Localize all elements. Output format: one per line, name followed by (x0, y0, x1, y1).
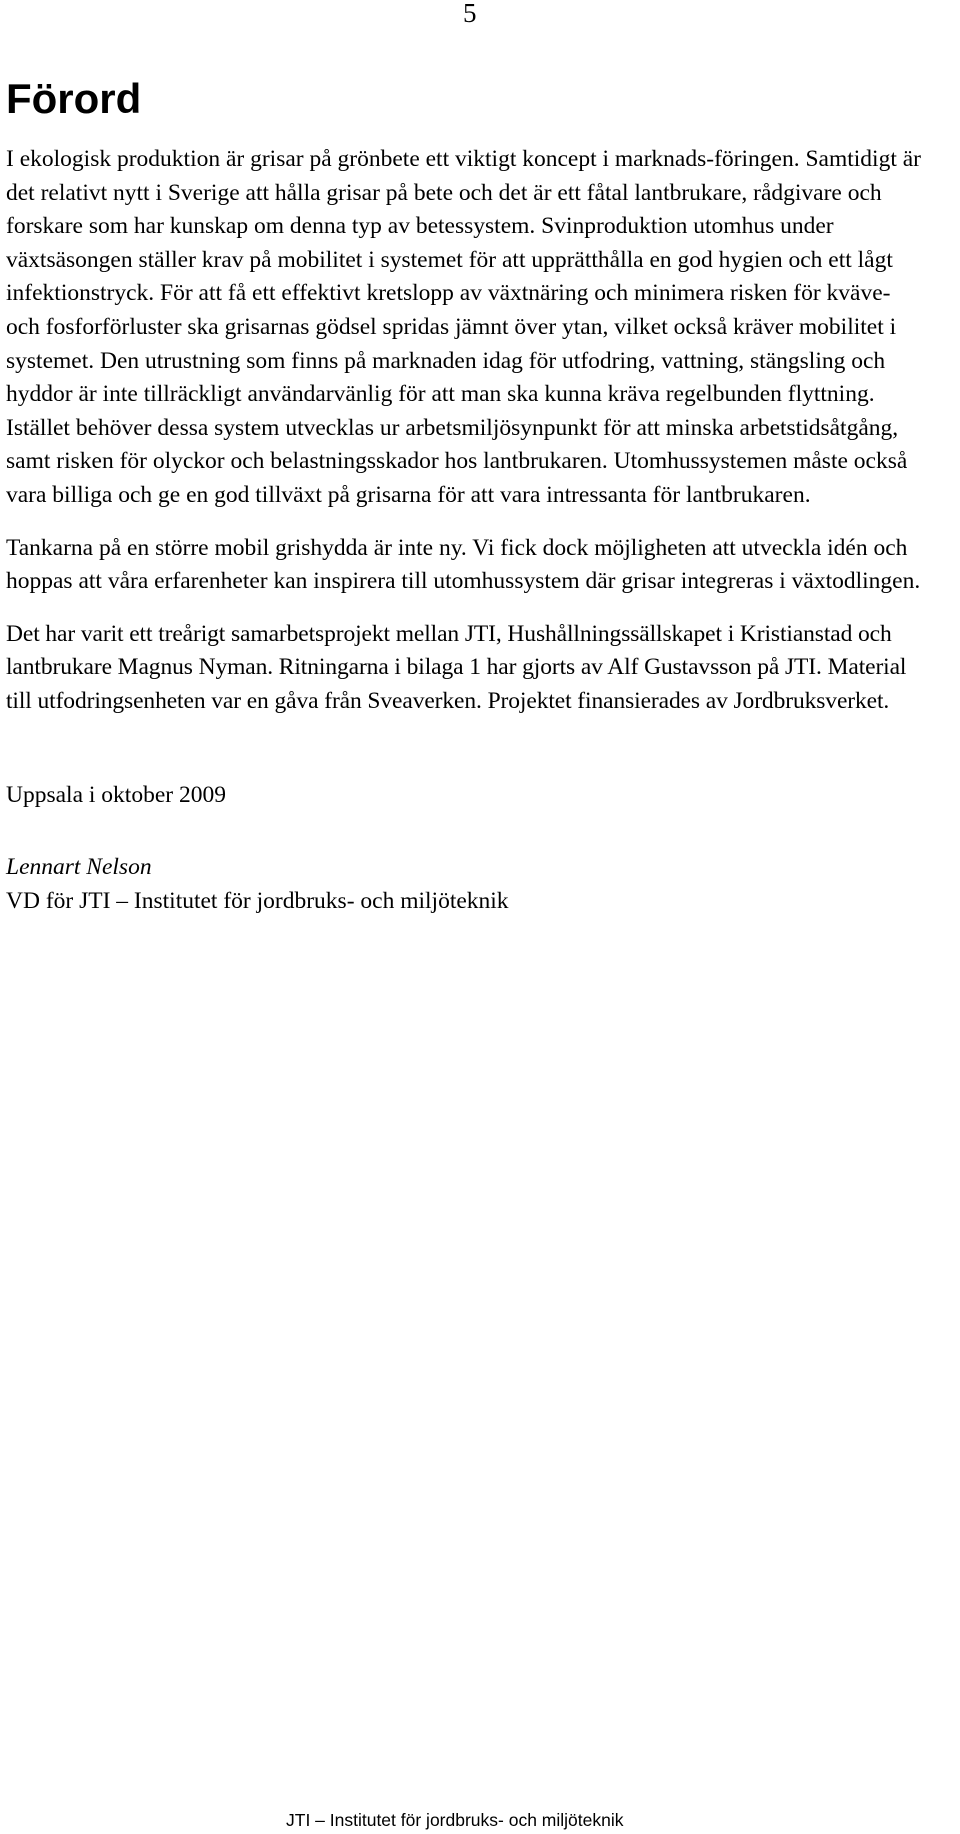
page-number: 5 (463, 0, 477, 28)
signature-name: Lennart Nelson (6, 854, 152, 881)
document-body (6, 143, 926, 918)
place-date: Uppsala i oktober 2009 (6, 781, 226, 808)
spacer (6, 812, 926, 851)
paragraph: Det har varit ett treårigt samarbetsprojekt mellan JTI, Hushållningssällskapet i Kristianstad och lantbrukare Magnus Nyman. Ritningarna i bilaga 1 har gjorts av Alf Gustavsson på JTI. Material till utfodringsenheten var en gåva från Sveaverken. Projektet finansierades av Jordbruksverket. (6, 620, 907, 714)
page-footer: JTI – Institutet för jordbruks- och miljöteknik (286, 1810, 624, 1830)
signature-title: VD för JTI – Institutet för jordbruks- och miljöteknik (6, 887, 509, 914)
paragraph: Tankarna på en större mobil grishydda är inte ny. Vi fick dock möjligheten att utveckla idén och hoppas att våra erfarenheter kan inspirera till utomhussystem där grisar integreras i växtodlingen. (6, 534, 921, 595)
spacer (6, 738, 926, 779)
paragraph: I ekologisk produktion är grisar på grönbete ett viktigt koncept i marknads-föringen. Samtidigt är det relativt nytt i Sverige att hålla grisar på bete och det är ett fåtal lantbrukare, rådgivare och forskare som har kunskap om denna typ av betessystem. Svinproduktion utomhus under växtsäsongen ställer krav på mobilitet i systemet för att upprätthålla en god hygien och ett lågt infektionstryck. För att få ett effektivt kretslopp av växtnäring och minimera risken för kväve- och fosforförluster ska grisarnas gödsel spridas jämnt över ytan, vilket också kräver mobilitet i systemet. Den utrustning som finns på marknaden idag för utfodring, vattning, stängsling och hyddor är inte tillräckligt användarvänlig för att man ska kunna kräva regelbunden flyttning. Istället behöver dessa system utvecklas ur arbetsmiljösynpunkt för att minska arbetstidsåtgång, samt risken för olyckor och belastningsskador hos lantbrukaren. Utomhussystemen måste också vara billiga och ge en god tillväxt på grisarna för att vara intressanta för lantbrukaren. (6, 146, 921, 508)
page-title: Förord (6, 75, 142, 122)
